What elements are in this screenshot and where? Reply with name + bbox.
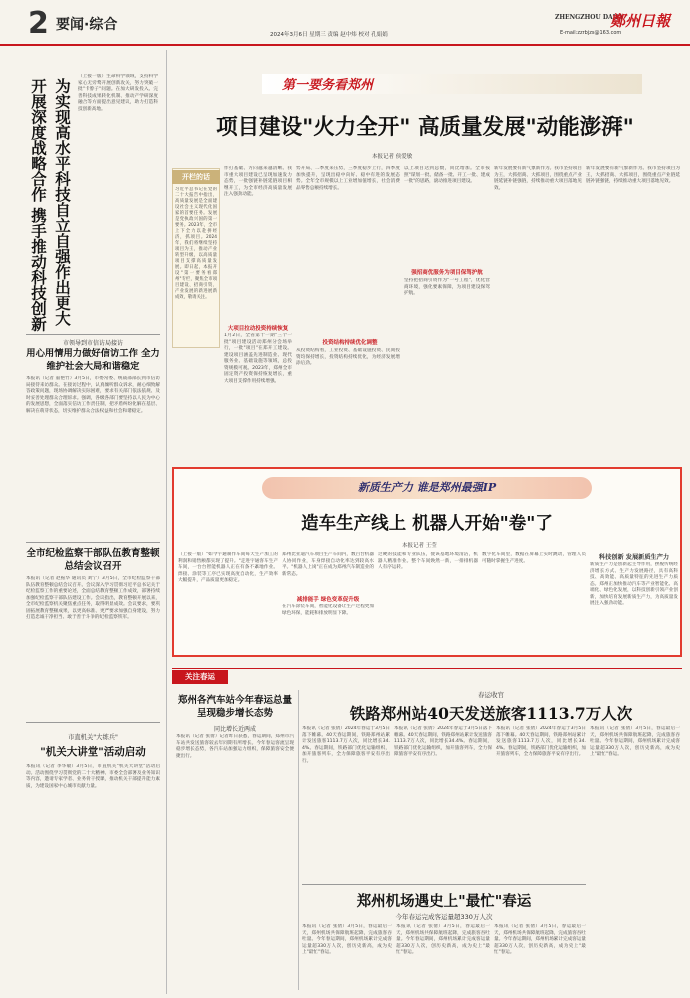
left-lead-body: （上接一版）生命科学领域，支持科学家心无旁骛开展创新攻关，努力突破一批"卡脖子"问题。在加大研发投入、完善科技成果转化机制、推动产学研深度融合等方面提出意见建议，助力打造科技创新高地。 — [78, 74, 158, 112]
story-title: 全市纪检监察干部队伍教育整顿总结会议召开 — [26, 548, 160, 572]
story-title: 用心用情用力做好信访工作 全力维护社会大局和谐稳定 — [26, 348, 160, 372]
feature-headline: 造车生产线上 机器人开始"卷"了 — [301, 514, 553, 534]
article-column: 从投资结构看，工业投资、基础设施投资、民间投资均保持增长，投资结构持续优化，为经济发展增添后劲。 — [296, 348, 400, 366]
story-body: 本报讯（记者 张倩）2024年春运于3月5日落下帷幕。40天春运期间，铁路郑州站累计发送旅客1113.7万人次，同比增长34.4%。春运期间，铁路部门优化运输组织，加开旅客列车，全力保障旅客平安有序出行。 — [496, 726, 586, 757]
story-title: "机关大讲堂"活动启动 — [40, 746, 146, 758]
feature-banner-title: 新质生产力 谁是郑州最强IP — [357, 481, 497, 494]
feature-column: （上接一版）"如今宇通制作车间每天生产加工的利润和销售额都实现了提升。"走进宇通客车生产车间，一台台智能机器人正在有条不紊地作业。焊接、涂装等工序已实现高度自动化，生产效率大幅提升，产品质量更加稳定。 — [178, 552, 278, 583]
story-body: 本报讯（记者 张倩）3月5日，春运最后一天，郑州机场共保障航班起降，完成旅客吞吐量。今年春运期间，郑州机场累计完成客运量超330万人次，创历史新高，成为史上"最忙"春运。 — [302, 924, 392, 955]
byline: 本报记者 王莹 — [402, 543, 437, 549]
article-column: 新年发展要有新气象新作为。我市坚持项目为王，大抓招商、大抓项目，围绕重点产业链延链补链强链，持续推动重大项目落地见效。 — [494, 166, 582, 191]
story-body: 本报讯（记者 董艳竹）3月5日，市委常委、统战部部长到市信访局接待来访群众。在接访过程中，认真倾听群众诉求，耐心细致解答政策问题，现场协调解决实际困难，要求有关部门依法依规、及时妥善处理群众合理诉求。强调，各级各部门要坚持以人民为中心的发展思想，全面落实信访工作责任制，把矛盾纠纷化解在基层、解决在萌芽状态，切实维护群众合法权益和社会和谐稳定。 — [26, 376, 160, 414]
page-number: 2 — [28, 6, 49, 41]
feature-column: 郑州比亚迪汽车项目生产车间内，数百台机器人协同作业，车身焊接自动化率达到较高水平。"机器人上岗"正在成为郑州汽车制造业的新常态。 — [282, 552, 374, 577]
article-column: 作打基础、方向越来越清晰。我市重大项目建设已呈现加速发力态势，一批强链补链延链项目相继开工，为全市经济高质量发展注入强劲动能。 — [224, 166, 292, 197]
story-body: 本报讯（记者 张倩）3月5日，春运最后一天，郑州机场共保障航班起降，完成旅客吞吐量。今年春运期间，郑州机场累计完成客运量超330万人次，创历史新高，成为史上"最忙"春运。 — [590, 726, 680, 757]
divider — [302, 884, 586, 885]
sidebar-body: 习近平总书记在党的二十大报告中指出，高质量发展是全面建设社会主义现代化国家的首要任务。发展是党执政兴国的第一要务。2023年，全市上下全力以赴拼经济，抓项目。2024年，我们将继续坚持项目为王，推动产业转型升级，以高质量项目支撑高质量发展。即日起，本报开设"第一要务看郑州"专栏，聚焦全市项目建设、招商引资、产业发展的新进展新成效，敬请关注。 — [175, 187, 217, 300]
article-column: 以上项目达到总数，同比增加。全市按照"谋划一批、储备一批、开工一批、建成一批"的思路，滚动推进项目建设。 — [404, 166, 490, 184]
date-line: 2024年3月6日 星期三 责编 赵中炜 校对 孔娟娟 — [270, 32, 388, 38]
paper-logo: 鄭州日報 — [610, 12, 671, 30]
subhead: 大项目拉动投资持续恢复 — [227, 326, 289, 332]
feature-sidebar-body: 新质生产力是创新起主导作用，摆脱传统经济增长方式、生产力发展路径，具有高科技、高效能、高质量特征的先进生产力质态。郑州正加快推动汽车等产业智能化、高端化、绿色化发展，以科技创新引领产业创新，加快培育发展新质生产力，为高质量发展注入强劲动能。 — [590, 562, 678, 606]
sidebar-title: 开栏的话 — [172, 170, 220, 184]
story-subtitle: 同比增长近两成 — [213, 726, 256, 733]
story-body: 本报讯（记者 张倩）3月5日，春运最后一天，郑州机场共保障航班起降，完成旅客吞吐量。今年春运期间，郑州机场累计完成客运量超330万人次，创历史新高，成为史上"最忙"春运。 — [494, 924, 586, 955]
masthead-rule — [0, 44, 690, 46]
feature-column: 数字化车间里，数据在屏幕上实时跳动，管理人员可随时掌握生产进度。 — [482, 552, 586, 564]
column-rule — [298, 690, 299, 990]
article-column: 势开局、二季度来压势，三季度稳步上行，四季度加快提升，呈现出稳中向好、稳中有进的发展态势。全年全市规模以上工业增加值增长，社会消费品零售总额持续增长。 — [296, 166, 400, 191]
story-body: 本报讯（记者 张倩）记者昨日获悉，春运期间，郑州市汽车站共发送旅客较去年同期有所增长。今年春运客流呈现稳步增长态势，各汽车站加强运力组织，保障旅客安全便捷出行。 — [176, 734, 294, 759]
story-subtitle: 今年春运完成客运量超330万人次 — [395, 913, 493, 921]
story-title: 铁路郑州站40天发送旅客1113.7万人次 — [349, 704, 633, 723]
divider — [26, 334, 160, 335]
feature-column: 在汽车涂装车间，智能化设备让生产过程更加绿色环保，能耗和排放明显下降。 — [282, 604, 374, 616]
story-title: 郑州各汽车站今年春运总量呈现稳步增长态势 — [177, 695, 292, 719]
divider — [26, 542, 160, 543]
story-body: 本报讯（记者 张倩）3月5日，春运最后一天，郑州机场共保障航班起降，完成旅客吞吐量。今年春运期间，郑州机场累计完成客运量超330万人次，创历史新高，成为史上"最忙"春运。 — [396, 924, 490, 955]
story-kicker: 春运收官 — [478, 691, 504, 699]
story-kicker: 市领导到市信访局接访 — [62, 340, 123, 347]
byline: 本报记者 侯爱敏 — [372, 154, 413, 160]
feature-sidebar-title: 科技创新 发展新质生产力 — [598, 554, 670, 561]
divider — [26, 722, 160, 723]
story-body: 本报讯（记者 赵振华 通讯员 刘宁）3月5日，全市纪检监察干部队伍教育整顿总结会议召开。会议深入学习贯彻习近平总书记关于纪检监察工作的重要论述，全面总结教育整顿工作成效，部署持续加强纪检监察干部队伍建设工作。会议指出，教育整顿开展以来，全市纪检监察机关聚焦重点任务，取得明显成效。会议要求，要巩固拓展教育整顿成果，以更高标准、更严要求加强自身建设，努力打造忠诚干净担当、敢于善于斗争的纪检监察铁军。 — [26, 576, 160, 620]
banner-title: 第一要务看郑州 — [282, 78, 374, 93]
story-body: 本报讯（记者 张倩）2024年春运于3月5日落下帷幕。40天春运期间，铁路郑州站累计发送旅客1113.7万人次，同比增长34.4%。春运期间，铁路部门优化运输组织，加开旅客列车，全力保障旅客平安有序出行。 — [302, 726, 390, 764]
topic-tag: 关注春运 — [172, 670, 228, 684]
paper-name-en: ZHENGZHOU DAILY — [555, 14, 624, 21]
story-body: 本报讯（记者 李华敏）3月5日，市直机关"机关大讲堂"活动启动。活动围绕学习贯彻党的二十大精神、市委全会部署及业务知识等内容，邀请专家学者、业务骨干授课，推动机关干部提升能力素质，为建设国家中心城市贡献力量。 — [26, 764, 160, 789]
story-body: 本报讯（记者 张倩）2024年春运于3月5日落下帷幕。40天春运期间，铁路郑州站累计发送旅客1113.7万人次，同比增长34.4%。春运期间，铁路部门优化运输组织，加开旅客列车，全力保障旅客平安有序出行。 — [394, 726, 492, 757]
headline: 项目建设"火力全开" 高质量发展"动能澎湃" — [216, 115, 634, 140]
story-title: 郑州机场遇史上"最忙"春运 — [356, 893, 532, 910]
column-rule — [166, 50, 167, 994]
vertical-headline-secondary: 开展深度战略合作 携手推动科技创新 — [29, 78, 48, 332]
article-column: 新年发展要有新气象新作为。我市坚持项目为王，大抓招商、大抓项目，围绕重点产业链延链补链强链，持续推动重大项目落地见效。 — [586, 166, 680, 184]
feature-subhead: 减排能手 绿色变革促升级 — [296, 597, 360, 603]
subhead: 强招商优服务为项目保驾护航 — [411, 270, 483, 276]
feature-column: 过硬的技能和专业队伍，使该基地环境清洁，机器人精准作业。整个车间焕然一新，一排排机器人有序运转。 — [378, 552, 478, 570]
article-column: 1月2日，全省第十一期"三个一批"项目建设活动郑州分会场举行，一批"项目"在郑开工建设。建设项目涵盖先进制造业、现代服务业、基础设施等领域，总投资规模可观。2023年，郑州全市固定资产投资保持恢复增长，重大项目支撑作用持续增强。 — [224, 333, 292, 384]
vertical-headline: 为实现高水平科技自立自强作出更大 — [53, 78, 72, 326]
subhead: 投资结构持续优化调整 — [322, 340, 378, 346]
story-kicker: 市直机关"大练兵" — [68, 734, 118, 741]
email-line[interactable]: E-mail:zzrbjzs@163.com — [560, 30, 622, 36]
section-title: 要闻·综合 — [56, 17, 118, 33]
divider — [172, 668, 682, 669]
article-column: 坚持把招商引资作为"一号工程"，优化营商环境，强化要素保障，为项目建设保驾护航。 — [404, 278, 490, 296]
